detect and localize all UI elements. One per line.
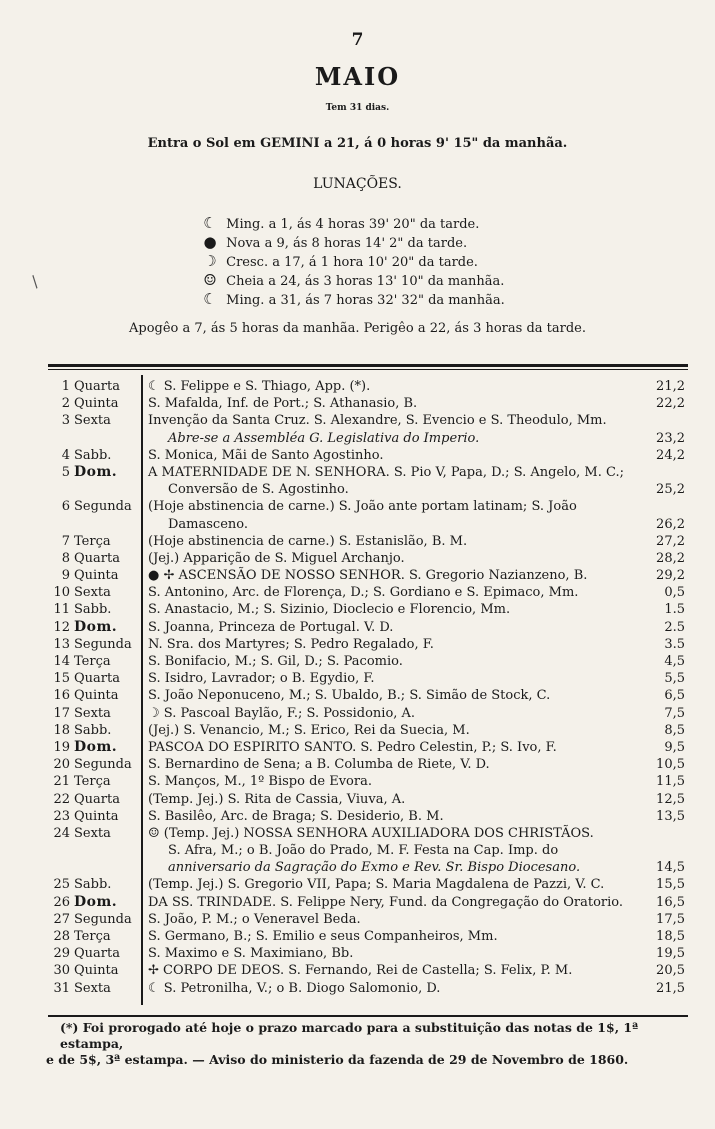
weekday: Sexta <box>74 825 111 841</box>
calendar-row <box>50 876 685 893</box>
phase-row <box>198 252 505 271</box>
feast-text: ☽ S. Pascoal Baylão, F.; S. Possidonio, A. <box>148 705 416 721</box>
feast-text: ☺ (Temp. Jej.) NOSSA SENHORA AUXILIADORA DOS CHRISTÃOS. <box>148 825 594 841</box>
calendar-table <box>50 378 685 997</box>
calendar-line <box>50 945 685 962</box>
calendar-line <box>50 894 685 911</box>
apogee-perigee: Apogêo a 7, ás 5 horas da manhãa. Perigêo a 22, ás 3 horas da tarde. <box>128 321 586 336</box>
feast-text: ☾ S. Felippe e S. Thiago, App. (*). <box>148 379 371 394</box>
calendar-line <box>50 756 685 773</box>
weekday: Dom. <box>74 463 118 480</box>
weekday: Quinta <box>74 568 119 584</box>
month-title: MAIO <box>314 62 401 91</box>
moon-waxing-icon: ☽ <box>203 252 217 270</box>
calendar-line <box>50 687 685 704</box>
day-number: 3 <box>61 413 70 429</box>
day-number: 14 <box>53 654 70 669</box>
feast-text: anniversario da Sagração do Exmo e Rev. Sr. Bispo Diocesano. <box>168 860 581 876</box>
calendar-row <box>50 911 685 928</box>
day-number: 7 <box>61 533 70 549</box>
day-number: 5 <box>61 464 70 480</box>
weekday: Sabb. <box>74 602 112 618</box>
day-number: 16 <box>53 688 70 704</box>
day-number: 12 <box>53 619 70 635</box>
moon-age-value: 11,5 <box>656 774 685 790</box>
calendar-row <box>50 980 685 997</box>
phase-text: Ming. a 1, ás 4 horas 39' 20" da tarde. <box>226 217 480 232</box>
sun-entry: Entra o Sol em GEMINI a 21, á 0 horas 9' 15" da manhãa. <box>147 136 568 151</box>
day-number: 23 <box>53 808 70 824</box>
moon-age-value: 17,5 <box>656 911 685 927</box>
moon-age-value: 15,5 <box>656 877 685 893</box>
feast-text: (Hoje abstinencia de carne.) S. Estanislão, B. M. <box>148 533 468 549</box>
calendar-line <box>50 859 685 876</box>
calendar-line <box>50 653 685 670</box>
calendar-line <box>50 481 685 498</box>
calendar-line <box>50 980 685 997</box>
moon-age-value: 12,5 <box>656 791 685 807</box>
moon-age-value: 22,2 <box>656 396 685 412</box>
calendar-line <box>50 739 685 756</box>
phase-text: Cheia a 24, ás 3 horas 13' 10" da manhãa. <box>226 274 505 289</box>
moon-age-value: 13,5 <box>656 808 685 824</box>
moon-age-value: 4,5 <box>664 654 685 669</box>
day-number: 26 <box>53 894 70 910</box>
day-number: 31 <box>53 980 70 996</box>
calendar-line <box>50 911 685 928</box>
weekday: Segunda <box>74 499 132 515</box>
feast-text: S. Basilêo, Arc. de Braga; S. Desiderio, B. M. <box>148 808 444 824</box>
day-number: 27 <box>53 911 70 927</box>
calendar-row <box>50 447 685 464</box>
calendar-line <box>50 705 685 722</box>
day-number: 10 <box>53 585 70 601</box>
weekday: Segunda <box>74 636 132 652</box>
feast-text: (Jej.) S. Venancio, M.; S. Erico, Rei da Suecia, M. <box>148 722 470 738</box>
divider-thin <box>48 369 688 370</box>
calendar-row <box>50 773 685 790</box>
phase-text: Cresc. a 17, á 1 hora 10' 20" da tarde. <box>226 255 478 270</box>
weekday: Quarta <box>74 946 120 962</box>
calendar-line <box>50 791 685 808</box>
feast-text: S. Monica, Mãi de Santo Agostinho. <box>148 447 384 463</box>
feast-text: S. Afra, M.; o B. João do Prado, M. F. Festa na Cap. Imp. do <box>168 843 559 859</box>
feast-text: S. Anastacio, M.; S. Sizinio, Dioclecio e Florencio, Mm. <box>148 602 511 618</box>
moon-age-value: 26,2 <box>656 516 685 532</box>
calendar-line <box>50 412 685 429</box>
day-number: 9 <box>61 568 70 584</box>
calendar-line <box>50 430 685 447</box>
moon-age-value: 18,5 <box>656 929 685 944</box>
phase-row <box>198 233 505 252</box>
weekday: Terça <box>74 533 111 549</box>
calendar-line <box>50 619 685 636</box>
weekday: Segunda <box>74 911 132 927</box>
calendar-row <box>50 670 685 687</box>
footnote-line-2: e de 5$, 3ª estampa. — Aviso do ministerio da fazenda de 29 de Novembro de 1860. <box>46 1052 629 1067</box>
calendar-line <box>50 636 685 653</box>
feast-text: (Hoje abstinencia de carne.) S. João ante portam latinam; S. João <box>148 499 577 515</box>
weekday: Dom. <box>74 893 118 910</box>
weekday: Quinta <box>74 963 119 979</box>
calendar-line <box>50 516 685 533</box>
feast-text: S. Manços, M., 1º Bispo de Evora. <box>148 774 372 790</box>
calendar-row <box>50 584 685 601</box>
moon-waning-icon: ☾ <box>203 214 217 232</box>
lunations-title: LUNAÇÕES. <box>313 176 402 192</box>
moon-age-value: 25,2 <box>656 482 685 498</box>
day-number: 11 <box>53 602 70 618</box>
moon-age-value: 6,5 <box>664 688 685 704</box>
moon-age-value: 16,5 <box>656 894 685 910</box>
day-number: 19 <box>53 739 70 755</box>
weekday: Quarta <box>74 550 120 566</box>
feast-text: S. Bonifacio, M.; S. Gil, D.; S. Pacomio. <box>148 654 403 669</box>
feast-text: ☾ S. Petronilha, V.; o B. Diogo Salomonio, D. <box>148 980 441 996</box>
calendar-row <box>50 533 685 550</box>
moon-age-value: 7,5 <box>664 705 685 721</box>
calendar-line <box>50 670 685 687</box>
calendar-line <box>50 722 685 739</box>
feast-text: Invenção da Santa Cruz. S. Alexandre, S. Evencio e S. Theodulo, Mm. <box>148 413 607 429</box>
days-note: Tem 31 dias. <box>325 103 390 113</box>
day-number: 4 <box>61 447 70 463</box>
moon-age-value: 27,2 <box>656 533 685 549</box>
footnote-divider <box>48 1015 688 1017</box>
calendar-line <box>50 928 685 945</box>
phase-text: Ming. a 31, ás 7 horas 32' 32" da manhãa. <box>226 293 505 308</box>
weekday: Quinta <box>74 688 119 704</box>
calendar-line <box>50 825 685 842</box>
day-number: 28 <box>53 929 70 944</box>
calendar-line <box>50 962 685 979</box>
feast-text: ✢ CORPO DE DEOS. S. Fernando, Rei de Castella; S. Felix, P. M. <box>148 963 573 979</box>
calendar-row <box>50 378 685 395</box>
calendar-row <box>50 687 685 704</box>
calendar-line <box>50 395 685 412</box>
feast-text: (Jej.) Apparição de S. Miguel Archanjo. <box>148 550 405 566</box>
calendar-row <box>50 550 685 567</box>
weekday: Quinta <box>74 396 119 412</box>
weekday: Quarta <box>74 791 120 807</box>
weekday: Dom. <box>74 618 118 635</box>
calendar-row <box>50 464 685 498</box>
moon-phases <box>198 214 505 309</box>
weekday: Quarta <box>74 379 120 394</box>
calendar-row <box>50 928 685 945</box>
calendar-line <box>50 601 685 618</box>
feast-text: S. Isidro, Lavrador; o B. Egydio, F. <box>148 671 375 687</box>
footnote <box>46 1020 700 1068</box>
feast-text: (Temp. Jej.) S. Gregorio VII, Papa; S. Maria Magdalena de Pazzi, V. C. <box>148 877 605 893</box>
calendar-line <box>50 464 685 481</box>
calendar-row <box>50 825 685 877</box>
calendar-row <box>50 962 685 979</box>
weekday: Sexta <box>74 413 111 429</box>
day-number: 2 <box>61 396 70 412</box>
feast-text: ● ✢ ASCENSÃO DE NOSSO SENHOR. S. Gregorio Nazianzeno, B. <box>148 568 588 584</box>
day-number: 29 <box>53 946 70 962</box>
calendar-line <box>50 842 685 859</box>
footnote-line-1: (*) Foi prorogado até hoje o prazo marcado para a substituição das notas de 1$, 1ª estampa, <box>60 1020 639 1051</box>
moon-age-value: 21,5 <box>656 980 685 996</box>
moon-age-value: 20,5 <box>656 963 685 979</box>
calendar-line <box>50 584 685 601</box>
weekday: Quarta <box>74 671 120 687</box>
moon-age-value: 19,5 <box>656 946 685 962</box>
pen-mark-decoration: / <box>27 272 43 291</box>
feast-text: Damasceno. <box>168 516 248 532</box>
weekday: Terça <box>74 774 111 790</box>
calendar-row <box>50 653 685 670</box>
day-number: 1 <box>61 379 70 394</box>
phase-row <box>198 214 505 233</box>
calendar-row <box>50 705 685 722</box>
calendar-line <box>50 808 685 825</box>
feast-text: (Temp. Jej.) S. Rita de Cassia, Viuva, A. <box>148 791 406 807</box>
calendar-row <box>50 601 685 618</box>
weekday: Sabb. <box>74 447 112 463</box>
moon-age-value: 10,5 <box>656 757 685 773</box>
feast-text: S. João Neponuceno, M.; S. Ubaldo, B.; S. Simão de Stock, C. <box>148 688 551 704</box>
phase-row <box>198 271 505 290</box>
weekday: Sabb. <box>74 877 112 893</box>
calendar-line <box>50 550 685 567</box>
calendar-line <box>50 533 685 550</box>
calendar-row <box>50 739 685 756</box>
day-number: 6 <box>61 499 70 515</box>
moon-age-value: 3.5 <box>664 636 685 652</box>
weekday: Quinta <box>74 808 119 824</box>
calendar-line <box>50 567 685 584</box>
day-number: 21 <box>53 774 70 790</box>
calendar-row <box>50 395 685 412</box>
moon-age-value: 2.5 <box>664 619 685 635</box>
day-number: 22 <box>53 791 70 807</box>
moon-full-icon: ☺ <box>203 271 217 289</box>
moon-age-value: 1.5 <box>664 602 685 618</box>
moon-age-value: 24,2 <box>656 447 685 463</box>
moon-age-value: 21,2 <box>656 379 685 394</box>
feast-text: N. Sra. dos Martyres; S. Pedro Regalado, F. <box>148 636 434 652</box>
feast-text: S. Maximo e S. Maximiano, Bb. <box>148 946 354 962</box>
divider-thick <box>48 364 688 367</box>
feast-text: S. João, P. M.; o Veneravel Beda. <box>148 911 361 927</box>
weekday: Sexta <box>74 705 111 721</box>
calendar-row <box>50 636 685 653</box>
moon-age-value: 29,2 <box>656 568 685 584</box>
feast-text: S. Bernardino de Sena; a B. Columba de Riete, V. D. <box>148 757 490 773</box>
weekday: Sexta <box>74 585 111 601</box>
calendar-row <box>50 894 685 911</box>
feast-text: DA SS. TRINDADE. S. Felippe Nery, Fund. da Congregação do Oratorio. <box>148 894 623 910</box>
calendar-row <box>50 945 685 962</box>
calendar-row <box>50 567 685 584</box>
feast-text: S. Antonino, Arc. de Florença, D.; S. Gordiano e S. Epimaco, Mm. <box>148 585 579 601</box>
weekday: Sabb. <box>74 722 112 738</box>
day-number: 24 <box>53 825 70 841</box>
calendar-line <box>50 498 685 515</box>
day-number: 17 <box>53 705 70 721</box>
day-number: 25 <box>53 877 70 893</box>
calendar-line <box>50 876 685 893</box>
page-number: 7 <box>351 30 364 50</box>
moon-age-value: 14,5 <box>656 860 685 876</box>
moon-age-value: 0,5 <box>664 585 685 601</box>
day-number: 13 <box>53 636 70 652</box>
weekday: Sexta <box>74 980 111 996</box>
day-number: 20 <box>53 757 70 773</box>
day-number: 15 <box>53 671 70 687</box>
calendar-row <box>50 498 685 532</box>
feast-text: S. Mafalda, Inf. de Port.; S. Athanasio, B. <box>148 396 418 412</box>
calendar-row <box>50 808 685 825</box>
calendar-line <box>50 447 685 464</box>
feast-text: S. Joanna, Princeza de Portugal. V. D. <box>148 619 394 635</box>
calendar-row <box>50 412 685 446</box>
day-number: 30 <box>53 963 70 979</box>
feast-text: Conversão de S. Agostinho. <box>168 482 349 498</box>
moon-age-value: 5,5 <box>664 671 685 687</box>
phase-row <box>198 290 505 309</box>
calendar-row <box>50 791 685 808</box>
calendar-line <box>50 378 685 395</box>
moon-waning-icon: ☾ <box>203 290 217 308</box>
day-number: 18 <box>53 722 70 738</box>
feast-text: S. Germano, B.; S. Emilio e seus Companheiros, Mm. <box>148 929 498 944</box>
calendar-row <box>50 756 685 773</box>
weekday: Terça <box>74 654 111 669</box>
feast-text: PASCOA DO ESPIRITO SANTO. S. Pedro Celestin, P.; S. Ivo, F. <box>148 739 557 755</box>
moon-age-value: 9,5 <box>664 739 685 755</box>
phase-text: Nova a 9, ás 8 horas 14' 2" da tarde. <box>226 236 468 251</box>
weekday: Segunda <box>74 757 132 773</box>
moon-age-value: 23,2 <box>656 430 685 446</box>
weekday: Dom. <box>74 738 118 755</box>
feast-text: A MATERNIDADE DE N. SENHORA. S. Pio V, Papa, D.; S. Angelo, M. C.; <box>148 464 624 480</box>
weekday: Terça <box>74 929 111 944</box>
moon-age-value: 28,2 <box>656 550 685 566</box>
moon-age-value: 8,5 <box>664 722 685 738</box>
calendar-line <box>50 773 685 790</box>
feast-text: Abre-se a Assembléa G. Legislativa do Imperio. <box>168 430 480 446</box>
day-number: 8 <box>61 550 70 566</box>
calendar-row <box>50 619 685 636</box>
moon-new-icon: ● <box>203 233 217 251</box>
calendar-row <box>50 722 685 739</box>
